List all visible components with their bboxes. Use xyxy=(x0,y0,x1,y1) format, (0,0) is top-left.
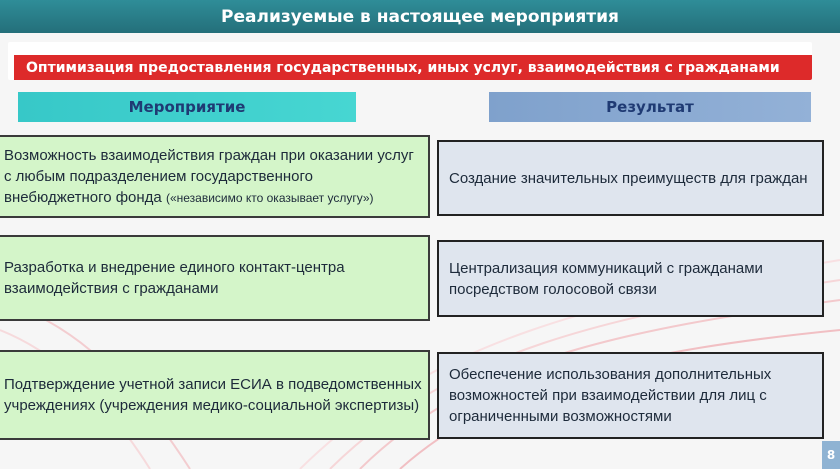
activity-card-2 xyxy=(0,235,430,321)
result-card-3 xyxy=(437,352,824,439)
result-card-2 xyxy=(437,240,824,317)
activity-text-1-note: («независимо кто оказывает услугу») xyxy=(165,190,374,205)
activity-text-2: Разработка и внедрение единого контакт-центра взаимодействия с гражданами xyxy=(4,259,345,297)
result-column-header: Результат xyxy=(489,92,811,122)
subtitle-banner: Оптимизация предоставления государственных, иных услуг, взаимодействия с гражданами xyxy=(14,55,812,80)
result-text-3: Обеспечение использования дополнительных возможностей при взаимодействии для лиц с ограниченными возможностями xyxy=(449,366,772,425)
result-text-1: Создание значительных преимуществ для граждан xyxy=(449,169,808,187)
result-text-2: Централизация коммуникаций с гражданами посредством голосовой связи xyxy=(449,259,763,298)
activity-card-1 xyxy=(0,135,430,218)
activity-card-3 xyxy=(0,350,430,440)
activity-text-1 xyxy=(4,145,422,209)
activity-text-1-main: Возможность взаимодействия граждан при оказании услуг с любым подразделением государственного внебюджетного фонда xyxy=(4,146,414,206)
result-card-1 xyxy=(437,140,824,216)
subtitle-box xyxy=(8,42,812,80)
activity-text-3: Подтверждение учетной записи ЕСИА в подведомственных учреждениях (учреждения медико-социальной экспертизы) xyxy=(4,376,422,414)
activity-column-header: Мероприятие xyxy=(18,92,356,122)
slide-title: Реализуемые в настоящее мероприятия xyxy=(0,0,840,33)
page-number: 8 xyxy=(822,441,840,469)
